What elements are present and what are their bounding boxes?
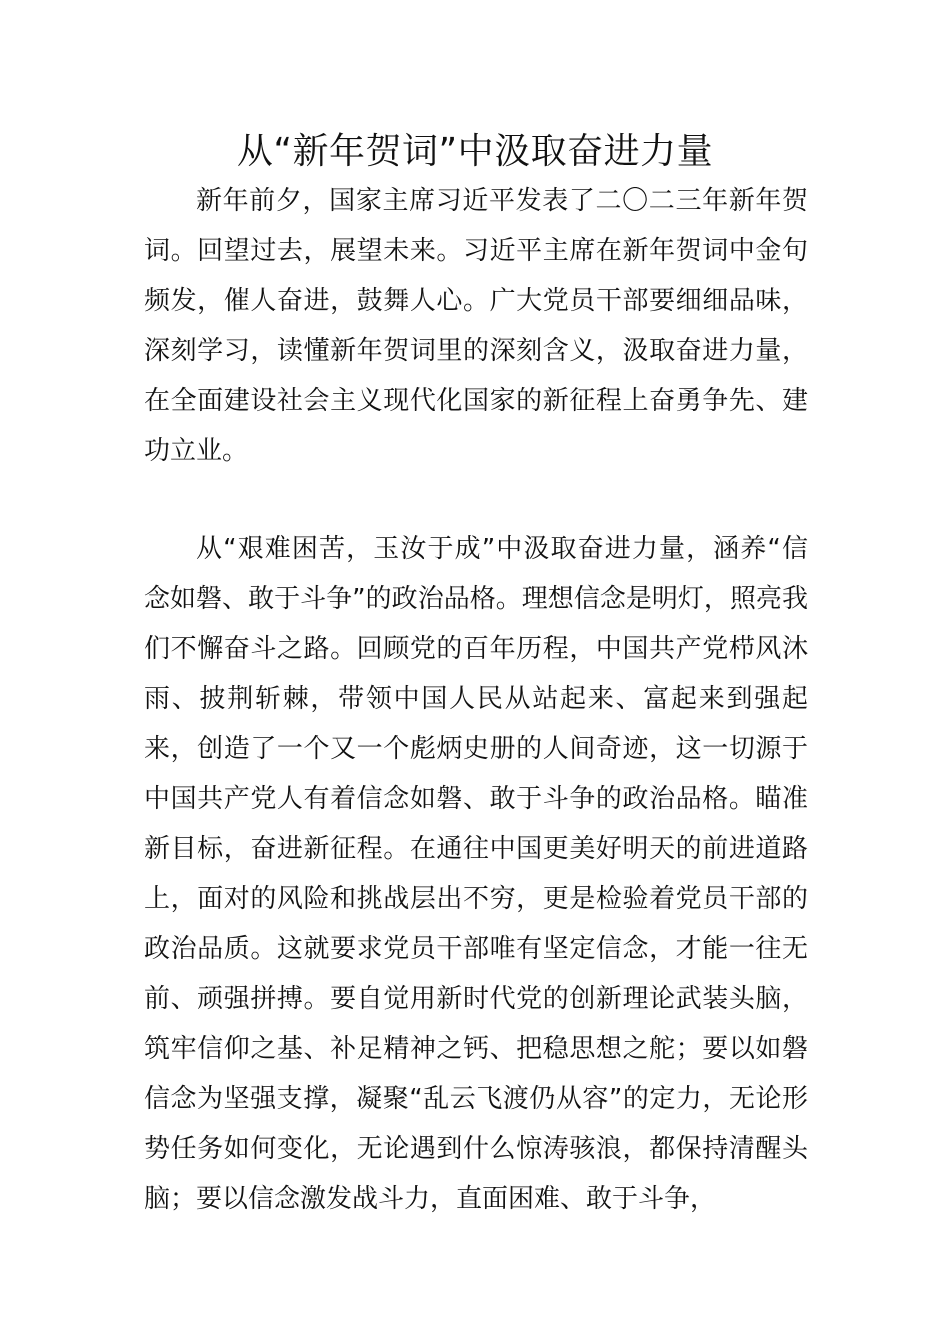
paragraph-section-1: 从“艰难困苦，玉汝于成”中汲取奋进力量，涵养“信念如磐、敢于斗争”的政治品格。理想信念是明灯，照亮我们不懈奋斗之路。回顾党的百年历程，中国共产党栉风沐雨、披荆斩棘，带领中国人民从站起来、富起来到强起来，创造了一个又一个彪炳史册的人间奇迹，这一切源于中国共产党人有着信念如磐、敢于斗争的政治品格。瞄准新目标，奋进新征程。在通往中国更美好明天的前进道路上，面对的风险和挑战层出不穷，更是检验着党员干部的政治品质。这就要求党员干部唯有坚定信念，才能一往无前、顽强拼搏。要自觉用新时代党的创新理论武装头脑，筑牢信仰之基、补足精神之钙、把稳思想之舵；要以如磐信念为坚强支撑，凝聚“乱云飞渡仍从容”的定力，无论形势任务如何变化，无论遇到什么惊涛骇浪，都保持清醒头脑；要以信念激发战斗力，直面困难、敢于斗争， bbox=[144, 534, 808, 1214]
document-title: 从“新年贺词”中汲取奋进力量 bbox=[236, 131, 714, 172]
paragraph-intro: 新年前夕，国家主席习近平发表了二〇二三年新年贺词。回望过去，展望未来。习近平主席在新年贺词中金句频发，催人奋进，鼓舞人心。广大党员干部要细细品味，深刻学习，读懂新年贺词里的深刻含义，汲取奋进力量，在全面建设社会主义现代化国家的新征程上奋勇争先、建功立业。 bbox=[144, 186, 808, 466]
